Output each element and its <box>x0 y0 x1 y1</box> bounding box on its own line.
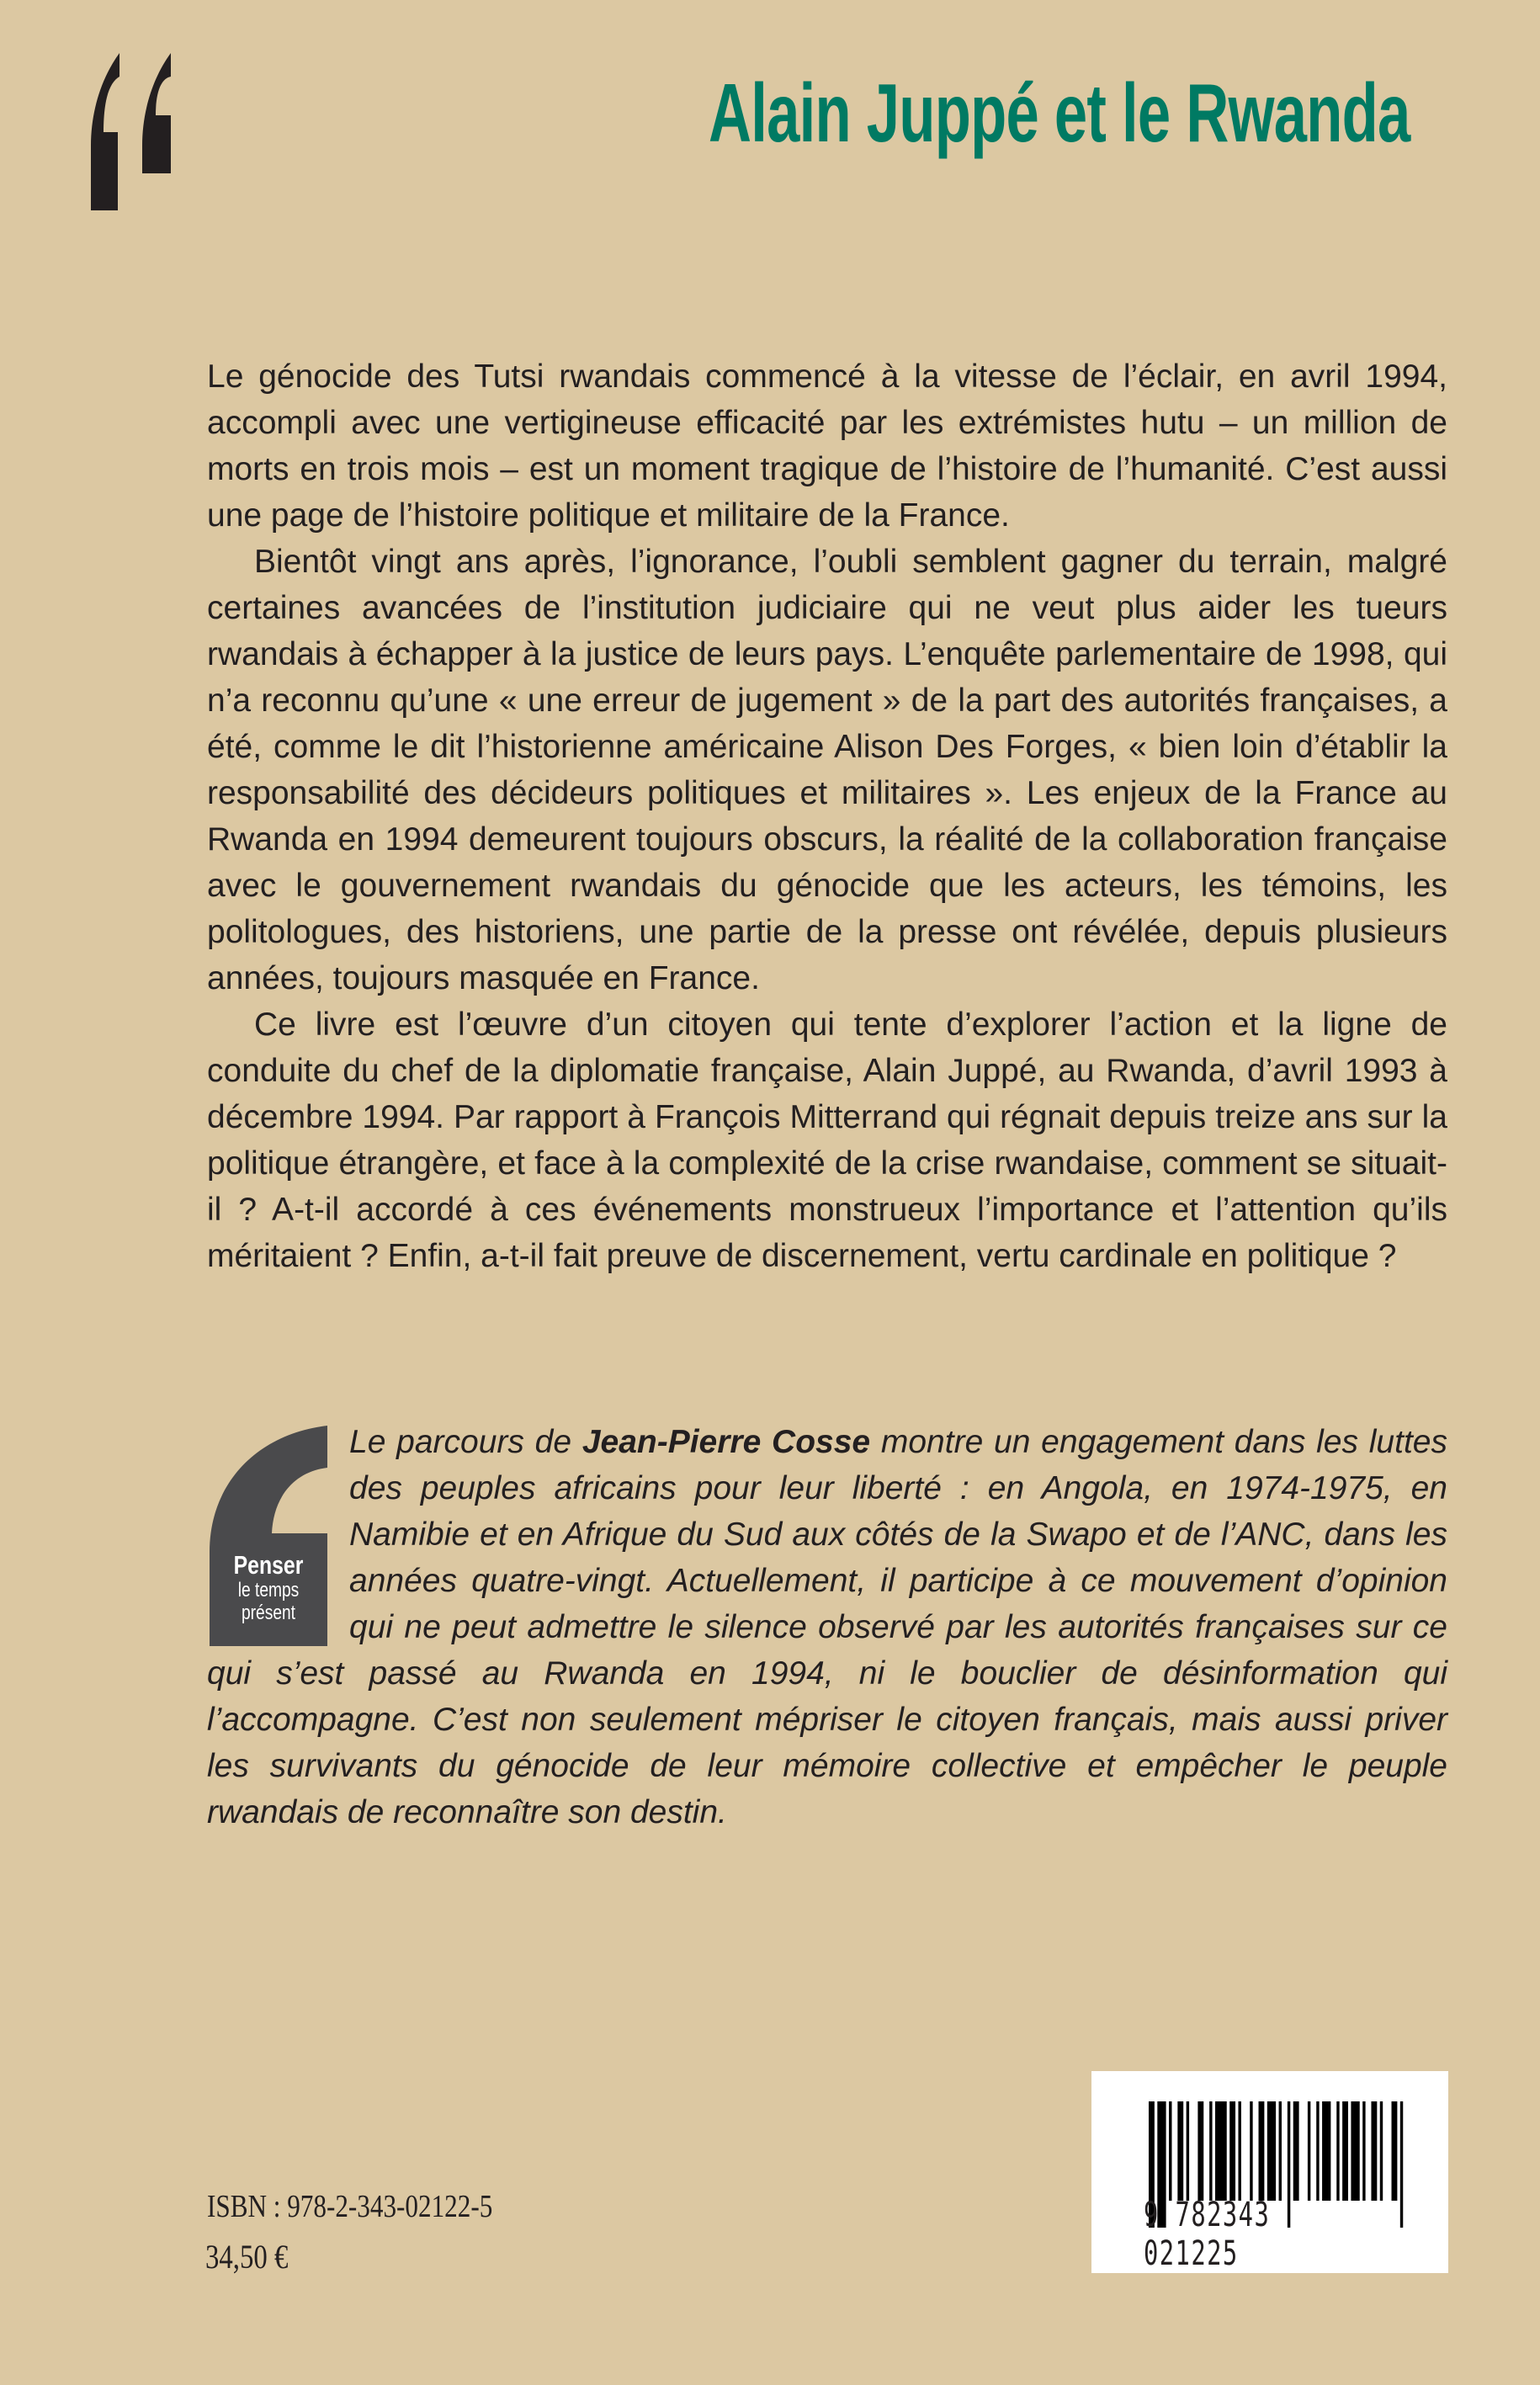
barcode-bar <box>1169 2101 1171 2201</box>
barcode-bar <box>1187 2101 1189 2201</box>
barcode-bar <box>1267 2101 1276 2201</box>
book-title: Alain Juppé et le Rwanda <box>709 66 1410 159</box>
barcode-bar <box>1400 2101 1403 2228</box>
barcode-bar <box>1322 2101 1330 2201</box>
logo-line-2: le temps <box>237 1579 300 1602</box>
logo-line-3: présent <box>241 1602 296 1624</box>
barcode-bar <box>1342 2101 1348 2201</box>
barcode-bar <box>1209 2101 1212 2201</box>
barcode-bar <box>1238 2101 1240 2201</box>
bio-text-start: Le parcours de <box>349 1424 582 1460</box>
barcode-bar <box>1215 2101 1227 2201</box>
barcode-bar <box>1316 2101 1319 2201</box>
barcode-bar <box>1351 2101 1359 2201</box>
summary-paragraph: Le génocide des Tutsi rwandais commencé à la vitesse de l’éclair, en avril 1994, accompli avec une vertigineuse efficacité par les extrémistes hutu – un million de morts en trois mois – est un moment tragique de l’histoire de l’humanité. C’est aussi une page de l’histoire politique et militaire de la France. <box>207 359 1447 534</box>
bio-text-rest: montre un engagement dans les luttes des peuples africains pour leur liberté : en Angola, en 1974-1975, en Namibie et en Afrique du Sud aux côtés de la Swapo et de l’ANC, dans les années quatre-vingt. Actuellement, il participe à ce mouvement d’opinion qui ne peut admettre le silence observé par les autorités françaises sur ce qui s’est passé au Rwanda en 1994, ni le bouclier de désinformation qui l’accompagne. C’est non seulement mépriser le citoyen français, mais aussi priver les survivants du génocide de leur mémoire collective et empêcher le peuple rwandais de reconnaître son destin. <box>207 1424 1447 1830</box>
barcode-bar <box>1177 2101 1183 2201</box>
barcode-bar <box>1380 2101 1383 2201</box>
barcode-bar <box>1362 2101 1365 2201</box>
barcode-digits: 9 782343 021225 <box>1144 2196 1271 2273</box>
barcode-bar <box>1308 2101 1310 2201</box>
barcode-bar <box>1279 2101 1282 2201</box>
isbn: ISBN : 978-2-343-02122-5 <box>207 2189 493 2224</box>
price: 34,50 € <box>205 2238 289 2276</box>
barcode-bar <box>1371 2101 1377 2201</box>
barcode-bar <box>1336 2101 1339 2201</box>
logo-line-1: Penser <box>233 1550 304 1580</box>
author-name: Jean-Pierre Cosse <box>581 1424 871 1460</box>
back-cover-summary <box>207 353 1447 1279</box>
barcode-bar <box>1197 2101 1203 2201</box>
summary-paragraph: Bientôt vingt ans après, l’ignorance, l’oubli semblent gagner du terrain, malgré certaines avancées de l’institution judiciaire qui ne veut plus aider les tueurs rwandais à échapper à la justice de leurs pays. L’enquête parlementaire de 1998, qui n’a reconnu qu’une « une erreur de jugement » de la part des autorités françaises, a été, comme le dit l’historienne américaine Alison Des Forges, « bien loin d’établir la responsabilité des décideurs politiques et militaires ». Les enjeux de la France au Rwanda en 1994 demeurent toujours obscurs, la réalité de la collaboration française avec le gouvernement rwandais du génocide que les acteurs, les témoins, les politologues, des historiens, une partie de la presse ont révélée, depuis plusieurs années, toujours masquée en France. <box>207 544 1447 996</box>
author-bio <box>207 1419 1447 1835</box>
quotation-mark-icon <box>91 53 251 213</box>
barcode <box>1091 2071 1448 2273</box>
barcode-bar <box>1250 2101 1252 2201</box>
barcode-bar <box>1229 2101 1235 2201</box>
barcode-bar <box>1293 2101 1299 2201</box>
barcode-bar <box>1392 2101 1398 2201</box>
series-logo <box>210 1426 327 1646</box>
barcode-bar <box>1259 2101 1265 2201</box>
summary-paragraph: Ce livre est l’œuvre d’un citoyen qui tente d’explorer l’action et la ligne de conduite du chef de la diplomatie française, Alain Juppé, au Rwanda, d’avril 1993 à décembre 1994. Par rapport à François Mitterrand qui régnait depuis treize ans sur la politique étrangère, et face à la complexité de la crise rwandaise, comment se situait-il ? A-t-il accordé à ces événements monstrueux l’importance et l’attention qu’ils méritaient ? Enfin, a-t-il fait preuve de discernement, vertu cardinale en politique ? <box>207 1007 1447 1274</box>
